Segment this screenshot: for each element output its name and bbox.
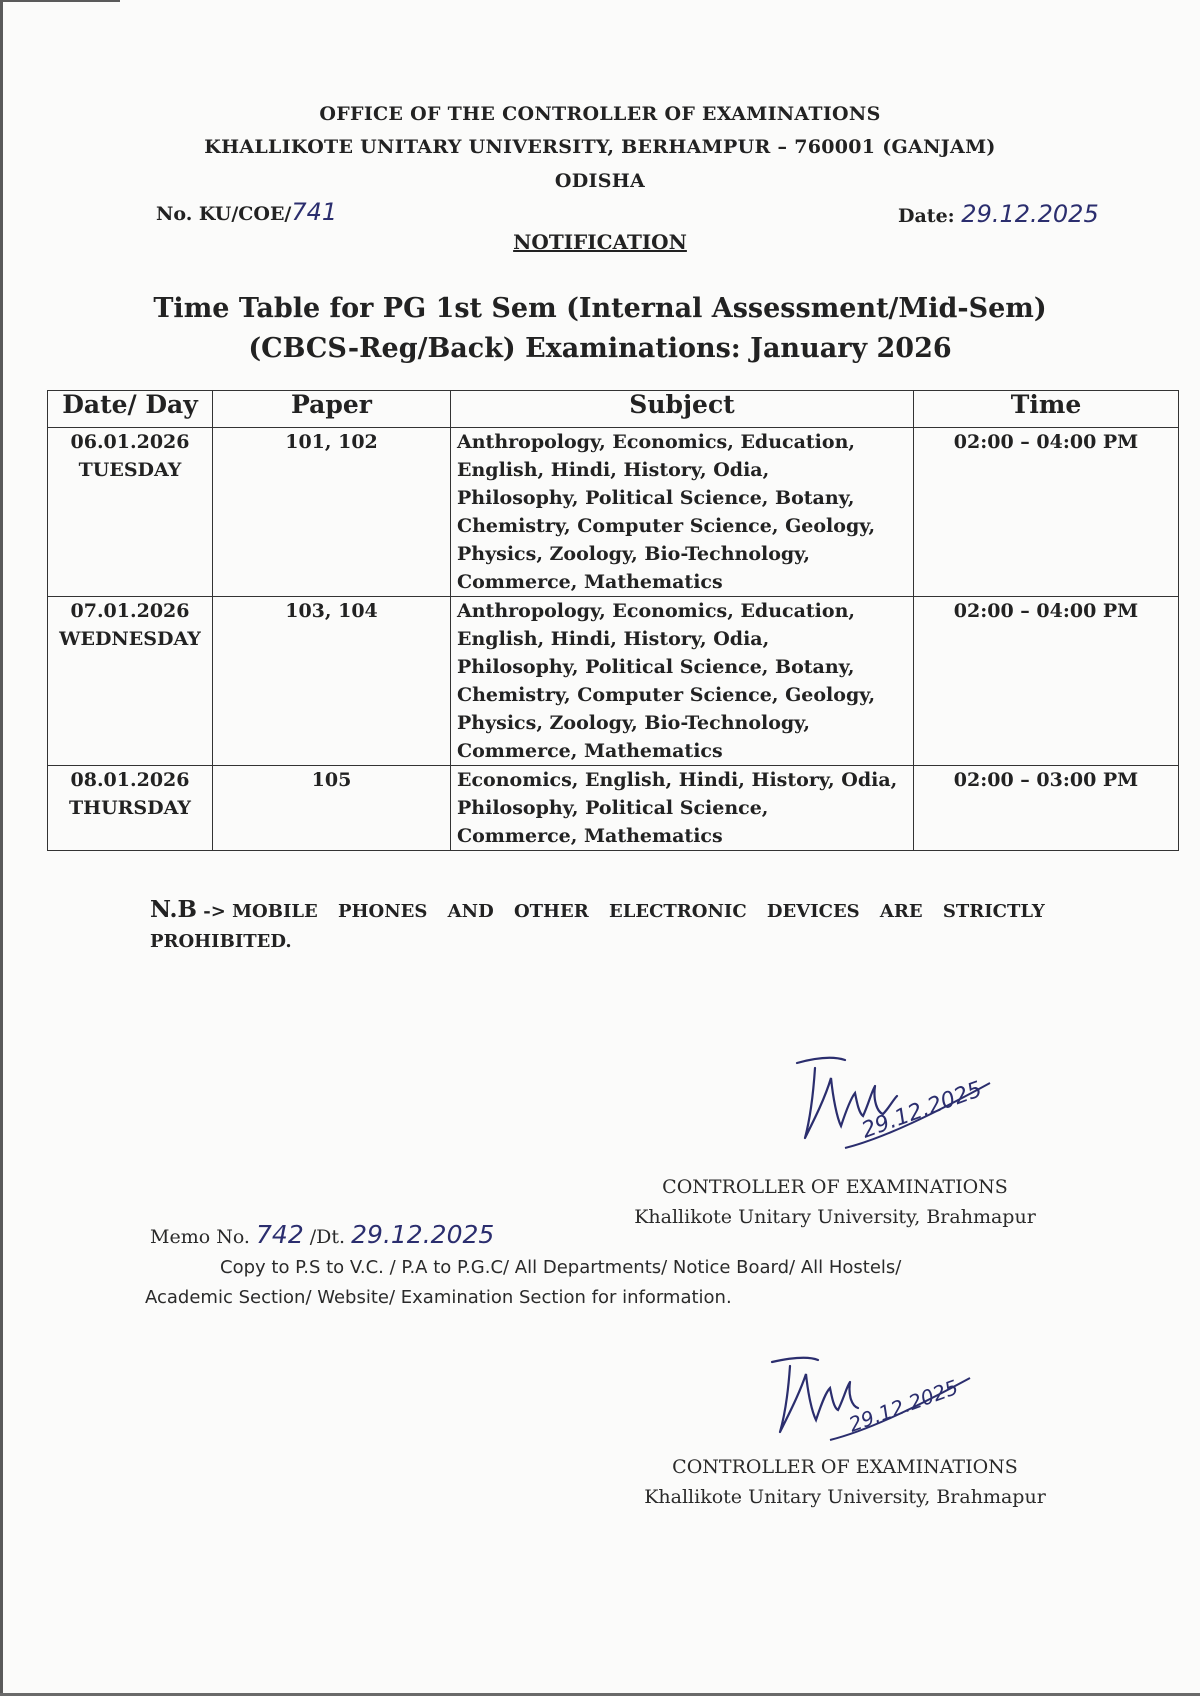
memo-line bbox=[150, 1220, 494, 1249]
row-paper: 103, 104 bbox=[213, 597, 451, 766]
subject-line: Chemistry, Computer Science, Geology, bbox=[457, 515, 876, 537]
copy-line-2: Academic Section/ Website/ Examination Section for information. bbox=[145, 1287, 732, 1308]
subject-line: Philosophy, Political Science, bbox=[457, 797, 769, 819]
subject-line: Economics, English, Hindi, History, Odia, bbox=[457, 769, 898, 791]
memo-date-label: /Dt. bbox=[309, 1226, 346, 1248]
subject-line: Philosophy, Political Science, Botany, bbox=[457, 656, 855, 678]
row-day: THURSDAY bbox=[68, 797, 191, 819]
row-day: WEDNESDAY bbox=[59, 628, 201, 650]
controller-block-2 bbox=[610, 1452, 1080, 1512]
table-row bbox=[48, 766, 1179, 851]
reference-number bbox=[156, 198, 337, 226]
row-paper: 101, 102 bbox=[213, 428, 451, 597]
row-subject-cell bbox=[451, 597, 914, 766]
signature-1 bbox=[785, 1038, 1015, 1172]
reference-number-label: No. KU/COE/ bbox=[156, 203, 292, 225]
subject-line: Physics, Zoology, Bio-Technology, bbox=[457, 543, 811, 565]
timetable bbox=[47, 390, 1179, 851]
memo-label: Memo No. bbox=[150, 1226, 250, 1248]
header-subject: Subject bbox=[451, 391, 914, 428]
signature-2 bbox=[760, 1340, 990, 1464]
row-day: TUESDAY bbox=[78, 459, 182, 481]
subject-line: Commerce, Mathematics bbox=[457, 740, 723, 762]
table-row bbox=[48, 597, 1179, 766]
controller-title-1: CONTROLLER OF EXAMINATIONS bbox=[662, 1176, 1008, 1198]
reference-date-value: 29.12.2025 bbox=[961, 200, 1099, 228]
row-time: 02:00 – 04:00 PM bbox=[914, 428, 1179, 597]
row-date-cell bbox=[48, 766, 213, 851]
reference-number-value: 741 bbox=[291, 198, 338, 226]
reference-date-label: Date: bbox=[898, 205, 955, 227]
row-subject-cell bbox=[451, 766, 914, 851]
signature-1-graphic bbox=[785, 1038, 1015, 1168]
signature-2-date: 29.12.2025 bbox=[845, 1374, 962, 1437]
row-time: 02:00 – 04:00 PM bbox=[914, 597, 1179, 766]
scan-edge-left bbox=[0, 0, 3, 1696]
subject-line: Commerce, Mathematics bbox=[457, 571, 723, 593]
subject-line: Physics, Zoology, Bio-Technology, bbox=[457, 712, 811, 734]
header-paper: Paper bbox=[213, 391, 451, 428]
memo-number: 742 bbox=[256, 1220, 304, 1249]
subject-line: Anthropology, Economics, Education, bbox=[457, 431, 855, 453]
timetable-header-row bbox=[48, 391, 1179, 428]
office-heading: OFFICE OF THE CONTROLLER OF EXAMINATIONS bbox=[319, 103, 881, 125]
copy-line-1: Copy to P.S to V.C. / P.A to P.G.C/ All Departments/ Notice Board/ All Hostels/ bbox=[220, 1257, 902, 1278]
table-row bbox=[48, 428, 1179, 597]
note-label: N.B bbox=[150, 896, 197, 923]
note-block bbox=[150, 895, 1075, 957]
header-time: Time bbox=[914, 391, 1179, 428]
row-date: 07.01.2026 bbox=[70, 600, 190, 622]
header-date: Date/ Day bbox=[48, 391, 213, 428]
reference-date bbox=[898, 200, 1099, 228]
copy-to-text bbox=[145, 1253, 1085, 1313]
subject-line: Chemistry, Computer Science, Geology, bbox=[457, 684, 876, 706]
note-arrow: -> bbox=[203, 901, 226, 922]
row-date-cell bbox=[48, 428, 213, 597]
row-date: 06.01.2026 bbox=[70, 431, 190, 453]
subject-line: English, Hindi, History, Odia, bbox=[457, 459, 770, 481]
signature-1-date: 29.12.2025 bbox=[858, 1077, 986, 1144]
controller-block-1 bbox=[600, 1172, 1070, 1232]
signature-2-graphic bbox=[760, 1340, 990, 1460]
university-heading: KHALLIKOTE UNITARY UNIVERSITY, BERHAMPUR – 760001 (GANJAM) bbox=[204, 136, 996, 158]
controller-institution-2: Khallikote Unitary University, Brahmapur bbox=[644, 1486, 1046, 1508]
subject-line: English, Hindi, History, Odia, bbox=[457, 628, 770, 650]
row-paper: 105 bbox=[213, 766, 451, 851]
memo-date: 29.12.2025 bbox=[351, 1220, 495, 1249]
scan-edge-top bbox=[0, 0, 120, 2]
controller-title-2: CONTROLLER OF EXAMINATIONS bbox=[672, 1456, 1018, 1478]
subject-line: Philosophy, Political Science, Botany, bbox=[457, 487, 855, 509]
state-heading: ODISHA bbox=[554, 170, 646, 192]
row-subject-cell bbox=[451, 428, 914, 597]
subject-line: Commerce, Mathematics bbox=[457, 825, 723, 847]
note-text: MOBILE PHONES AND OTHER ELECTRONIC DEVICES ARE STRICTLY PROHIBITED. bbox=[150, 901, 1045, 952]
notification-heading: NOTIFICATION bbox=[513, 230, 687, 254]
row-time: 02:00 – 03:00 PM bbox=[914, 766, 1179, 851]
row-date-cell bbox=[48, 597, 213, 766]
row-date: 08.01.2026 bbox=[70, 769, 190, 791]
title-line-1: Time Table for PG 1st Sem (Internal Assessment/Mid-Sem) bbox=[153, 293, 1047, 324]
controller-institution-1: Khallikote Unitary University, Brahmapur bbox=[634, 1206, 1036, 1228]
subject-line: Anthropology, Economics, Education, bbox=[457, 600, 855, 622]
title-line-2: (CBCS-Reg/Back) Examinations: January 2026 bbox=[248, 333, 952, 364]
